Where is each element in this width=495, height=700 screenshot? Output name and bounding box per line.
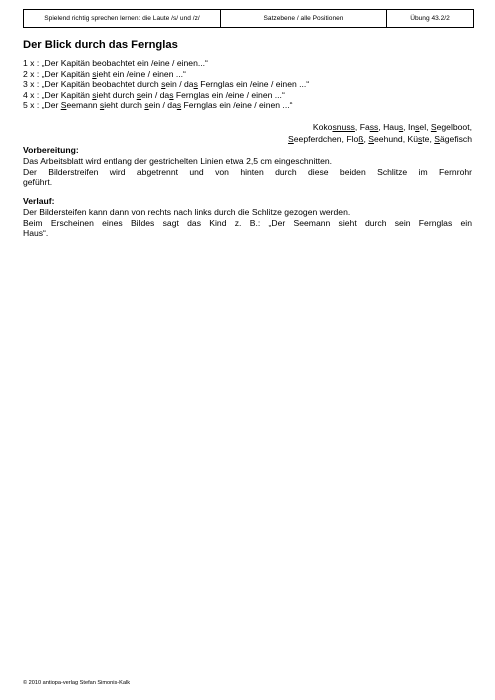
header-series-title: Spielend richtig sprechen lernen: die Laute /s/ und /z/ bbox=[24, 10, 221, 27]
sentence-line-3: 3 x : „Der Kapitän beobachtet durch sein / das Fernglas ein /eine / einen ...“ bbox=[23, 79, 310, 90]
header-level: Satzebene / alle Positionen bbox=[221, 10, 387, 27]
sentence-line-1: 1 x : „Der Kapitän beobachtet ein /eine / einen...“ bbox=[23, 58, 208, 68]
word-list bbox=[288, 122, 472, 145]
procedure-text: Der Bildersteifen kann dann von rechts nach links durch die Schlitze gezogen werden. Beim Erscheinen eines Bildes sagt das Kind z. B.: „Der Seemann sieht durch sein Fernglas ein Haus“. bbox=[23, 207, 472, 239]
sentence-line-4: 4 x : „Der Kapitän sieht durch sein / das Fernglas ein /eine / einen ...“ bbox=[23, 89, 285, 100]
preparation-heading: Vorbereitung: bbox=[23, 145, 79, 155]
procedure-heading: Verlauf: bbox=[23, 196, 55, 206]
sentence-line-2: 2 x : „Der Kapitän sieht ein /eine / einen ...“ bbox=[23, 68, 186, 79]
sentence-line-5: 5 x : „Der Seemann sieht durch sein / das Fernglas ein /eine / einen ...“ bbox=[23, 100, 293, 111]
header-exercise-number: Übung 43.2/2 bbox=[410, 15, 450, 22]
sentence-list bbox=[23, 58, 309, 111]
header-table bbox=[23, 9, 474, 28]
copyright-footer: © 2010 antiopa-verlag Stefan Simonis-Kalk bbox=[23, 680, 131, 686]
page-title: Der Blick durch das Fernglas bbox=[23, 39, 178, 51]
preparation-text: Das Arbeitsblatt wird entlang der gestrichelten Linien etwa 2,5 cm eingeschnitten. Der Bilderstreifen wird abgetrennt und von hinten durch diese beiden Schlitze im Fernrohr geführt. bbox=[23, 156, 472, 188]
word-line-2: Seepferdchen, Floß, Seehund, Küste, Sägefisch bbox=[288, 133, 472, 144]
word-line-1: Kokosnuss, Fass, Haus, Insel, Segelboot, bbox=[312, 122, 472, 132]
